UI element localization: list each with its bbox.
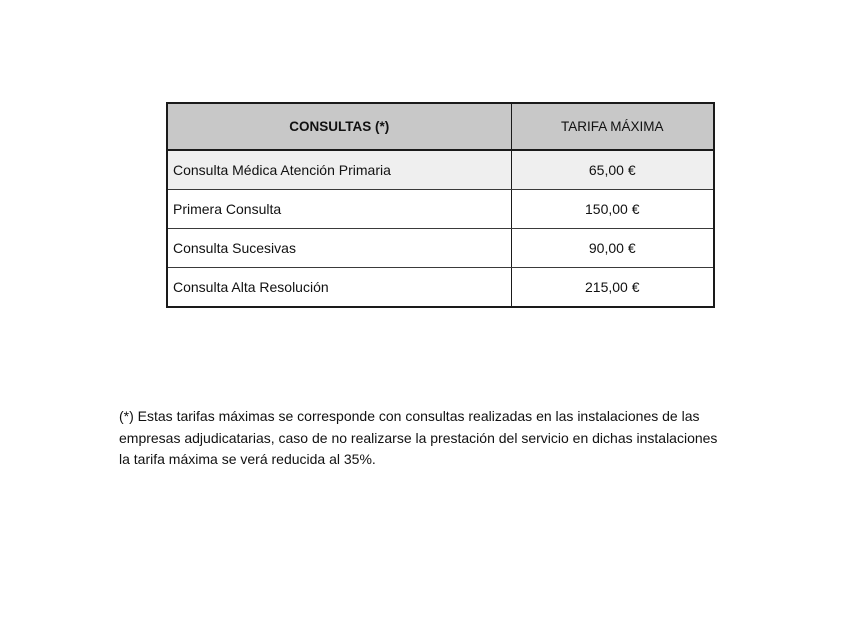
consulta-price: 150,00 € (511, 190, 714, 229)
footnote-line: empresas adjudicatarias, caso de no realizarse la prestación del servicio en dichas instalaciones (119, 429, 718, 446)
tariff-table (166, 102, 715, 308)
table-row (167, 150, 714, 190)
footnote-line: la tarifa máxima se verá reducida al 35%. (119, 451, 376, 467)
footnote (119, 406, 759, 471)
table-row (167, 190, 714, 229)
table-row (167, 268, 714, 308)
consulta-price: 65,00 € (511, 150, 714, 190)
consulta-name: Primera Consulta (167, 190, 511, 229)
consulta-name: Consulta Médica Atención Primaria (167, 150, 511, 190)
consulta-price: 90,00 € (511, 229, 714, 268)
header-consultas: CONSULTAS (*) (167, 103, 511, 150)
footnote-line: (*) Estas tarifas máximas se corresponde con consultas realizadas en las instalaciones de las (119, 408, 700, 424)
consulta-name: Consulta Sucesivas (167, 229, 511, 268)
consulta-name: Consulta Alta Resolución (167, 268, 511, 308)
consulta-price: 215,00 € (511, 268, 714, 308)
tariff-table-container (166, 102, 713, 308)
table-row (167, 229, 714, 268)
header-tarifa-maxima: TARIFA MÁXIMA (511, 103, 714, 150)
table-header-row (167, 103, 714, 150)
